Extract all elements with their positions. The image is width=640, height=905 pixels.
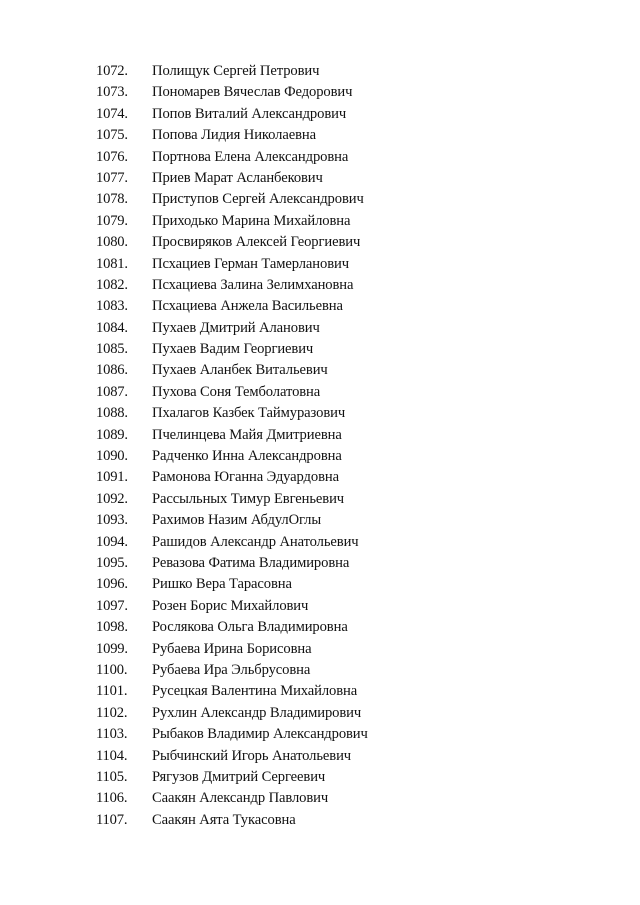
entry-name: Рыбчинский Игорь Анатольевич (152, 747, 352, 764)
entry-name: Рахимов Назим АбдулОглы (152, 512, 322, 529)
entry-name: Псхациева Залина Зелимхановна (152, 276, 354, 293)
entry-name: Саакян Аята Тукасовна (152, 811, 296, 828)
list-item (96, 489, 616, 510)
list-item (96, 617, 616, 638)
list-item (96, 788, 616, 809)
list-item (96, 510, 616, 531)
entry-name: Приступов Сергей Александрович (152, 191, 364, 208)
entry-name: Ревазова Фатима Владимировна (152, 554, 350, 571)
list-item (96, 810, 616, 831)
entry-name: Приев Марат Асланбекович (152, 169, 323, 186)
entry-name: Рамонова Юганна Эдуардовна (152, 469, 339, 486)
entry-number: 1090. (96, 448, 128, 465)
entry-name: Псхациева Анжела Васильевна (152, 298, 343, 315)
entry-number: 1101. (96, 683, 128, 700)
entry-name: Пухова Соня Темболатовна (152, 383, 321, 400)
list-item (96, 318, 616, 339)
entry-name: Рашидов Александр Анатольевич (152, 533, 359, 550)
entry-name: Пухаев Вадим Георгиевич (152, 341, 314, 358)
entry-number: 1076. (96, 148, 128, 165)
entry-name: Псхациев Герман Тамерланович (152, 255, 349, 272)
entry-name: Розен Борис Михайлович (152, 597, 309, 614)
entry-name: Просвиряков Алексей Георгиевич (152, 234, 361, 251)
list-item (96, 703, 616, 724)
list-item (96, 425, 616, 446)
entry-number: 1089. (96, 426, 128, 443)
list-item (96, 147, 616, 168)
list-item (96, 746, 616, 767)
entry-number: 1106. (96, 790, 128, 807)
list-item (96, 360, 616, 381)
entry-number: 1102. (96, 704, 128, 721)
list-item (96, 275, 616, 296)
entry-number: 1105. (96, 768, 128, 785)
entry-number: 1094. (96, 533, 128, 550)
entry-number: 1083. (96, 298, 128, 315)
list-item (96, 639, 616, 660)
entry-number: 1091. (96, 469, 128, 486)
entry-name: Саакян Александр Павлович (152, 790, 329, 807)
list-item (96, 211, 616, 232)
entry-name: Ришко Вера Тарасовна (152, 576, 292, 593)
list-item (96, 382, 616, 403)
list-item (96, 660, 616, 681)
entry-name: Попов Виталий Александрович (152, 105, 347, 122)
list-item (96, 532, 616, 553)
entry-name: Полищук Сергей Петрович (152, 63, 320, 79)
list-item (96, 767, 616, 788)
entry-number: 1085. (96, 341, 128, 358)
entry-name: Радченко Инна Александровна (152, 448, 342, 465)
entry-name: Рыбаков Владимир Александрович (152, 726, 368, 743)
entry-number: 1099. (96, 640, 128, 657)
list-item (96, 232, 616, 253)
entry-number: 1096. (96, 576, 128, 593)
list-item (96, 681, 616, 702)
entry-name: Рягузов Дмитрий Сергеевич (152, 768, 326, 785)
entry-name: Рубаева Ира Эльбрусовна (152, 661, 311, 678)
list-item (96, 339, 616, 360)
entry-name: Пономарев Вячеслав Федорович (152, 84, 353, 101)
numbered-name-list (96, 61, 616, 831)
entry-number: 1075. (96, 127, 128, 144)
entry-number: 1107. (96, 811, 128, 828)
entry-number: 1080. (96, 234, 128, 251)
list-item (96, 104, 616, 125)
list-item (96, 125, 616, 146)
list-item (96, 403, 616, 424)
entry-number: 1104. (96, 747, 128, 764)
entry-number: 1073. (96, 84, 128, 101)
list-item (96, 596, 616, 617)
entry-number: 1081. (96, 255, 128, 272)
entry-name: Пухаев Аланбек Витальевич (152, 362, 328, 379)
entry-name: Портнова Елена Александровна (152, 148, 349, 165)
entry-name: Рубаева Ирина Борисовна (152, 640, 312, 657)
list-item (96, 553, 616, 574)
list-item (96, 61, 616, 82)
entry-number: 1074. (96, 105, 128, 122)
list-item (96, 574, 616, 595)
list-item (96, 168, 616, 189)
list-item (96, 467, 616, 488)
list-item (96, 724, 616, 745)
list-item (96, 189, 616, 210)
entry-name: Приходько Марина Михайловна (152, 212, 351, 229)
entry-name: Пчелинцева Майя Дмитриевна (152, 426, 342, 443)
entry-number: 1079. (96, 212, 128, 229)
entry-name: Рухлин Александр Владимирович (152, 704, 362, 721)
entry-name: Русецкая Валентина Михайловна (152, 683, 358, 700)
entry-name: Попова Лидия Николаевна (152, 127, 316, 144)
entry-number: 1086. (96, 362, 128, 379)
list-item (96, 296, 616, 317)
entry-number: 1087. (96, 383, 128, 400)
entry-number: 1078. (96, 191, 128, 208)
list-item (96, 82, 616, 103)
entry-number: 1097. (96, 597, 128, 614)
entry-number: 1092. (96, 490, 128, 507)
list-item (96, 254, 616, 275)
entry-number: 1098. (96, 619, 128, 636)
entry-number: 1077. (96, 169, 128, 186)
entry-number: 1072. (96, 63, 128, 79)
entry-number: 1093. (96, 512, 128, 529)
entry-number: 1103. (96, 726, 128, 743)
entry-name: Рослякова Ольга Владимировна (152, 619, 348, 636)
entry-name: Пхалагов Казбек Таймуразович (152, 405, 346, 422)
entry-number: 1095. (96, 554, 128, 571)
entry-number: 1100. (96, 661, 128, 678)
entry-name: Рассыльных Тимур Евгеньевич (152, 490, 345, 507)
entry-number: 1084. (96, 319, 128, 336)
entry-number: 1088. (96, 405, 128, 422)
entry-number: 1082. (96, 276, 128, 293)
list-item (96, 446, 616, 467)
entry-name: Пухаев Дмитрий Аланович (152, 319, 320, 336)
